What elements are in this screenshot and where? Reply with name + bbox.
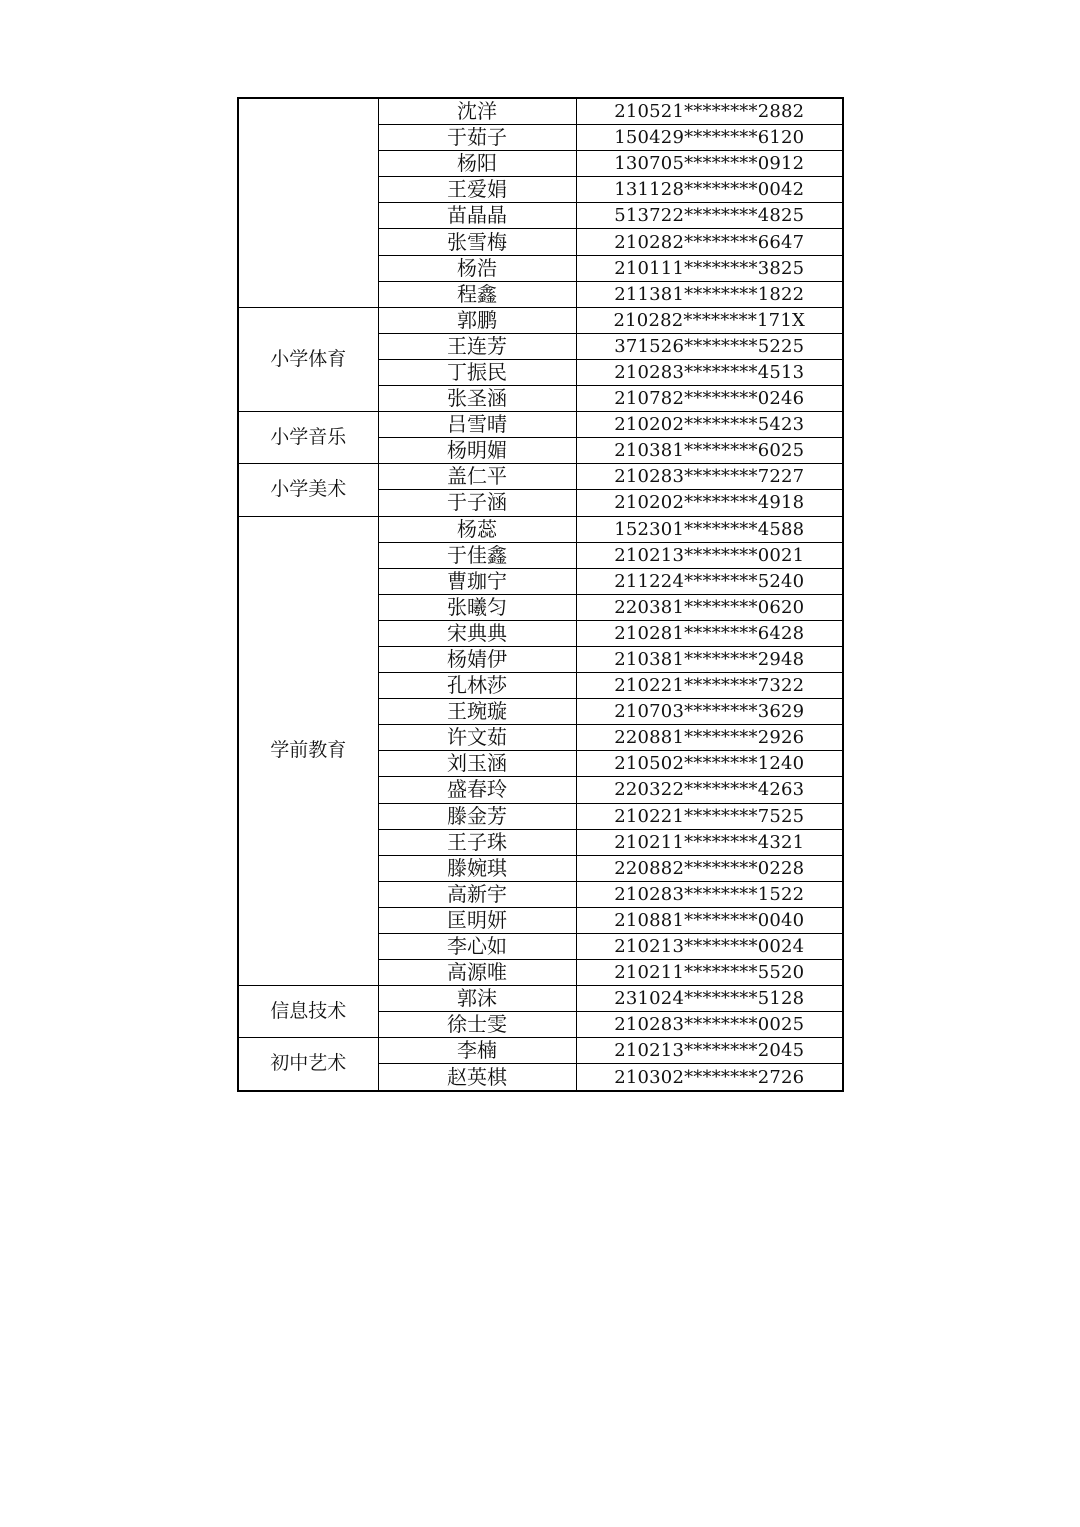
id-number-cell: 152301********4588 bbox=[576, 516, 843, 542]
table-row bbox=[238, 412, 843, 438]
name-cell: 张雪梅 bbox=[378, 229, 576, 255]
id-number-cell: 131128********0042 bbox=[576, 177, 843, 203]
id-number-cell: 210703********3629 bbox=[576, 699, 843, 725]
id-number-cell: 220881********2926 bbox=[576, 725, 843, 751]
name-cell: 李心如 bbox=[378, 934, 576, 960]
name-cell: 徐士雯 bbox=[378, 1012, 576, 1038]
id-number-cell: 210221********7322 bbox=[576, 673, 843, 699]
table-row bbox=[238, 307, 843, 333]
name-cell: 王子珠 bbox=[378, 829, 576, 855]
name-cell: 李楠 bbox=[378, 1038, 576, 1064]
id-number-cell: 210213********0024 bbox=[576, 934, 843, 960]
name-cell: 杨明媚 bbox=[378, 438, 576, 464]
id-number-cell: 210211********5520 bbox=[576, 960, 843, 986]
name-cell: 王爱娟 bbox=[378, 177, 576, 203]
id-number-cell: 220322********4263 bbox=[576, 777, 843, 803]
id-number-cell: 210111********3825 bbox=[576, 255, 843, 281]
subject-cell bbox=[238, 98, 378, 307]
name-cell: 盖仁平 bbox=[378, 464, 576, 490]
name-cell: 张圣涵 bbox=[378, 386, 576, 412]
id-number-cell: 210283********4513 bbox=[576, 359, 843, 385]
id-number-cell: 371526********5225 bbox=[576, 333, 843, 359]
id-number-cell: 210282********6647 bbox=[576, 229, 843, 255]
id-number-cell: 211224********5240 bbox=[576, 568, 843, 594]
id-number-cell: 220882********0228 bbox=[576, 855, 843, 881]
name-cell: 匡明妍 bbox=[378, 907, 576, 933]
id-number-cell: 210283********1522 bbox=[576, 881, 843, 907]
name-cell: 杨蕊 bbox=[378, 516, 576, 542]
id-number-cell: 210282********171X bbox=[576, 307, 843, 333]
id-number-cell: 150429********6120 bbox=[576, 125, 843, 151]
id-number-cell: 231024********5128 bbox=[576, 986, 843, 1012]
name-cell: 于佳鑫 bbox=[378, 542, 576, 568]
id-number-cell: 210881********0040 bbox=[576, 907, 843, 933]
id-number-cell: 210283********7227 bbox=[576, 464, 843, 490]
id-number-cell: 210502********1240 bbox=[576, 751, 843, 777]
id-number-cell: 210213********0021 bbox=[576, 542, 843, 568]
name-cell: 刘玉涵 bbox=[378, 751, 576, 777]
subject-cell: 学前教育 bbox=[238, 516, 378, 986]
id-number-cell: 210381********6025 bbox=[576, 438, 843, 464]
id-number-cell: 220381********0620 bbox=[576, 594, 843, 620]
name-cell: 苗晶晶 bbox=[378, 203, 576, 229]
table-row bbox=[238, 464, 843, 490]
name-cell: 张曦匀 bbox=[378, 594, 576, 620]
name-cell: 杨婧伊 bbox=[378, 646, 576, 672]
name-cell: 盛春玲 bbox=[378, 777, 576, 803]
name-cell: 赵英棋 bbox=[378, 1064, 576, 1091]
id-number-cell: 210213********2045 bbox=[576, 1038, 843, 1064]
name-cell: 于子涵 bbox=[378, 490, 576, 516]
name-cell: 许文茹 bbox=[378, 725, 576, 751]
name-cell: 滕金芳 bbox=[378, 803, 576, 829]
roster-table bbox=[237, 97, 844, 1092]
name-cell: 于茹子 bbox=[378, 125, 576, 151]
id-number-cell: 210521********2882 bbox=[576, 98, 843, 125]
roster-body bbox=[238, 98, 843, 1091]
id-number-cell: 210283********0025 bbox=[576, 1012, 843, 1038]
table-row bbox=[238, 986, 843, 1012]
name-cell: 滕婉琪 bbox=[378, 855, 576, 881]
name-cell: 杨阳 bbox=[378, 151, 576, 177]
subject-cell: 小学音乐 bbox=[238, 412, 378, 464]
id-number-cell: 210281********6428 bbox=[576, 620, 843, 646]
id-number-cell: 210202********4918 bbox=[576, 490, 843, 516]
id-number-cell: 513722********4825 bbox=[576, 203, 843, 229]
name-cell: 宋典典 bbox=[378, 620, 576, 646]
subject-cell: 信息技术 bbox=[238, 986, 378, 1038]
subject-cell: 小学体育 bbox=[238, 307, 378, 411]
name-cell: 孔林莎 bbox=[378, 673, 576, 699]
table-row bbox=[238, 1038, 843, 1064]
name-cell: 郭沫 bbox=[378, 986, 576, 1012]
id-number-cell: 211381********1822 bbox=[576, 281, 843, 307]
table-row bbox=[238, 516, 843, 542]
name-cell: 曹珈宁 bbox=[378, 568, 576, 594]
name-cell: 高新宇 bbox=[378, 881, 576, 907]
name-cell: 高源唯 bbox=[378, 960, 576, 986]
id-number-cell: 210782********0246 bbox=[576, 386, 843, 412]
name-cell: 郭鹏 bbox=[378, 307, 576, 333]
id-number-cell: 130705********0912 bbox=[576, 151, 843, 177]
id-number-cell: 210221********7525 bbox=[576, 803, 843, 829]
subject-cell: 小学美术 bbox=[238, 464, 378, 516]
name-cell: 王琬璇 bbox=[378, 699, 576, 725]
id-number-cell: 210202********5423 bbox=[576, 412, 843, 438]
id-number-cell: 210302********2726 bbox=[576, 1064, 843, 1091]
name-cell: 吕雪晴 bbox=[378, 412, 576, 438]
name-cell: 程鑫 bbox=[378, 281, 576, 307]
name-cell: 沈洋 bbox=[378, 98, 576, 125]
name-cell: 杨浩 bbox=[378, 255, 576, 281]
name-cell: 丁振民 bbox=[378, 359, 576, 385]
id-number-cell: 210211********4321 bbox=[576, 829, 843, 855]
name-cell: 王连芳 bbox=[378, 333, 576, 359]
id-number-cell: 210381********2948 bbox=[576, 646, 843, 672]
subject-cell: 初中艺术 bbox=[238, 1038, 378, 1091]
table-row bbox=[238, 98, 843, 125]
